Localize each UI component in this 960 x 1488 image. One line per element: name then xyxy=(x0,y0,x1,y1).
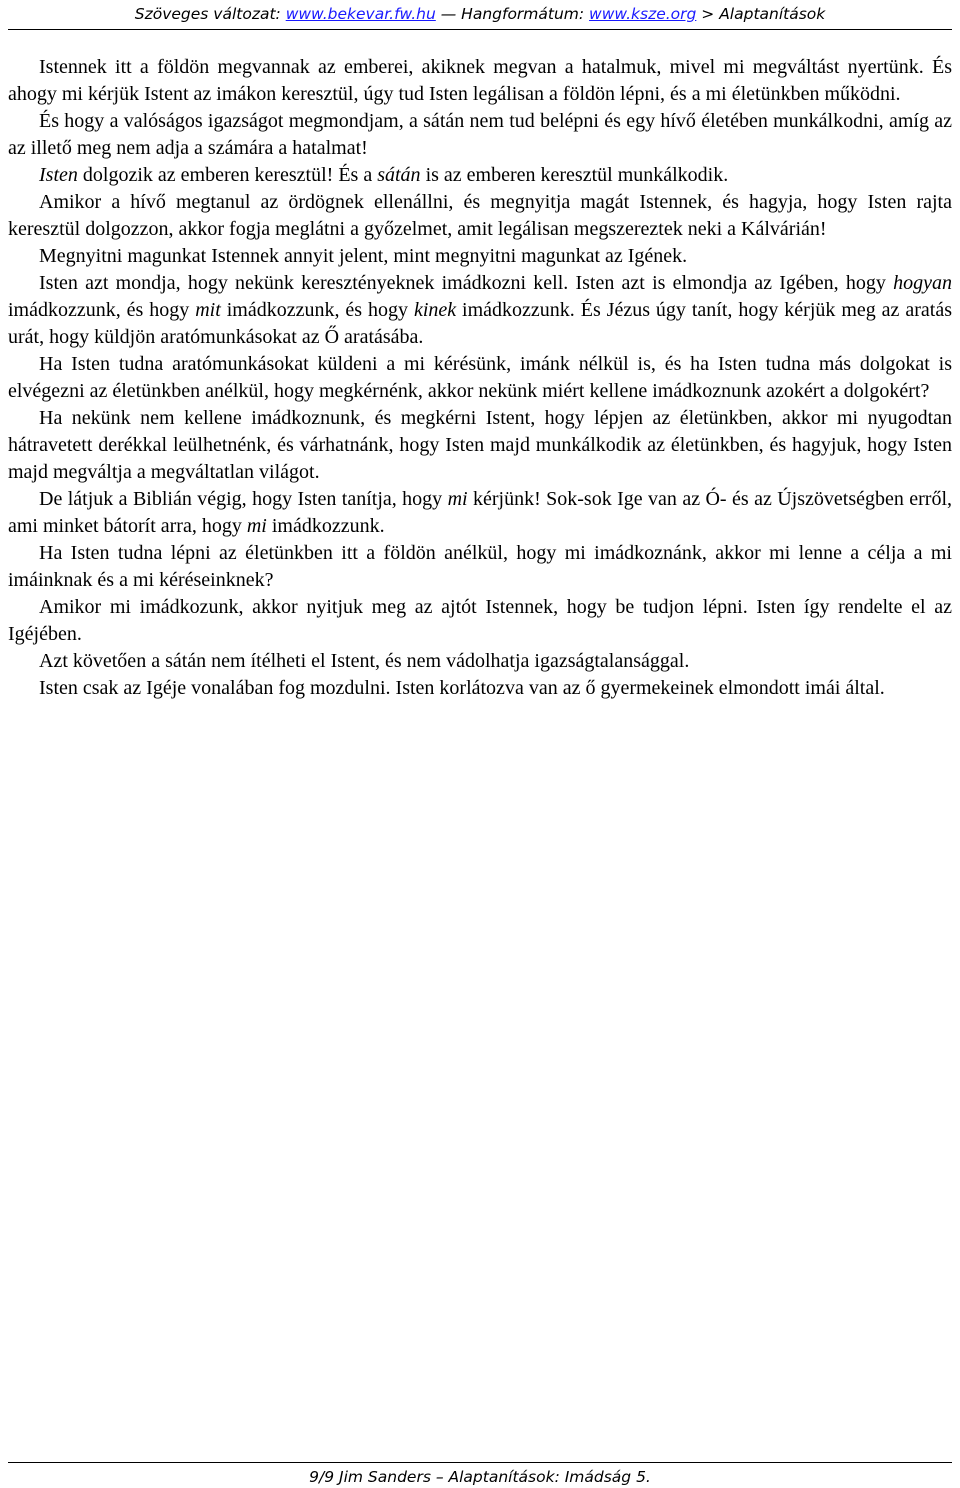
paragraph-text: Ha Isten tudna lépni az életünkben itt a földön anélkül, hogy mi imádkoznánk, akkor mi lenne a célja a mi imáinknak és a mi kéréseinknek? xyxy=(8,542,952,591)
paragraph-text: Amikor a hívő megtanul az ördögnek ellenállni, és megnyitja magát Istennek, és hagyja, hogy Isten rajta keresztül dolgozzon, akkor fogja meglátni a győzelmet, amit legálisan megszereztek neki a Kálvárián! xyxy=(8,191,952,240)
header-prefix: Szöveges változat: xyxy=(134,5,286,23)
paragraph xyxy=(8,243,952,270)
paragraph xyxy=(8,540,952,594)
ksze-link[interactable]: www.ksze.org xyxy=(589,5,697,23)
emphasis-text: mit xyxy=(195,299,221,321)
paragraph xyxy=(8,270,952,351)
paragraph xyxy=(8,162,952,189)
emphasis-text: mi xyxy=(447,488,468,510)
emphasis-text: kinek xyxy=(413,299,457,321)
page-footer: 9/9 Jim Sanders – Alaptanítások: Imádság 5. xyxy=(309,1468,651,1486)
emphasis-text: hogyan xyxy=(893,272,952,294)
emphasis-text: sátán xyxy=(377,164,421,186)
paragraph-text: imádkozzunk, és hogy xyxy=(220,299,414,321)
paragraph-text: imádkozzunk. És Jézus úgy tanít, hogy kérjük meg az aratás urát, hogy küldjön aratómunkásokat az Ő aratásába. xyxy=(8,299,953,348)
paragraph-text: is az emberen keresztül munkálkodik. xyxy=(420,164,729,186)
paragraph xyxy=(8,108,952,162)
document-body xyxy=(8,54,952,702)
paragraph-text: imádkozzunk, és hogy xyxy=(8,299,196,321)
paragraph-text: Ha Isten tudna aratómunkásokat küldeni a mi kérésünk, imánk nélkül is, és ha Isten tudna más dolgokat is elvégezni az életünkben anélkül, hogy megkérnénk, akkor nekünk miért kellene imádkoznunk azokért a dolgokért? xyxy=(8,353,952,402)
paragraph xyxy=(8,405,952,486)
paragraph xyxy=(8,648,952,675)
emphasis-text: Isten xyxy=(39,164,78,186)
bekevar-link[interactable]: www.bekevar.fw.hu xyxy=(285,5,436,23)
paragraph-text: Ha nekünk nem kellene imádkoznunk, és megkérni Istent, hogy lépjen az életünkben, akkor mi nyugodtan hátravetett derékkal leülhetnénk, és várhatnánk, hogy Isten majd munkálkodik az életünkben, és hagyjuk, hogy Isten majd megváltja a megváltatlan világot. xyxy=(8,407,952,483)
paragraph-text: Istennek itt a földön megvannak az emberei, akiknek megvan a hatalmuk, mivel mi megváltást nyertünk. És ahogy mi kérjük Istent az imákon keresztül, úgy tud Isten legálisan a földön lépni, és a mi életünkben működni. xyxy=(8,56,952,105)
header-divider xyxy=(8,29,952,30)
paragraph xyxy=(8,675,952,702)
header-suffix: > Alaptanítások xyxy=(696,5,826,23)
paragraph-text: Isten azt mondja, hogy nekünk keresztényeknek imádkozni kell. Isten azt is elmondja az Igében, hogy xyxy=(39,272,894,294)
paragraph-text: imádkozzunk. xyxy=(266,515,385,537)
paragraph-text: Azt követően a sátán nem ítélheti el Istent, és nem vádolhatja igazságtalansággal. xyxy=(39,650,690,672)
paragraph-text: Amikor mi imádkozunk, akkor nyitjuk meg az ajtót Istennek, hogy be tudjon lépni. Isten így rendelte el az Igéjében. xyxy=(8,596,952,645)
paragraph xyxy=(8,594,952,648)
paragraph xyxy=(8,189,952,243)
emphasis-text: mi xyxy=(246,515,267,537)
paragraph xyxy=(8,54,952,108)
header-middle: — Hangformátum: xyxy=(435,5,590,23)
footer-divider xyxy=(8,1462,952,1463)
paragraph-text: De látjuk a Biblián végig, hogy Isten tanítja, hogy xyxy=(39,488,448,510)
page-header xyxy=(0,4,960,24)
paragraph xyxy=(8,486,952,540)
paragraph xyxy=(8,351,952,405)
paragraph-text: És hogy a valóságos igazságot megmondjam, a sátán nem tud belépni és egy hívő életében munkálkodni, amíg az az illető meg nem adja a számára a hatalmat! xyxy=(8,110,952,159)
paragraph-text: Isten csak az Igéje vonalában fog mozdulni. Isten korlátozva van az ő gyermekeinek elmondott imái által. xyxy=(39,677,885,699)
paragraph-text: dolgozik az emberen keresztül! És a xyxy=(77,164,378,186)
paragraph-text: kérjünk! Sok-sok Ige van az Ó- és az Újszövetségben erről, ami minket bátorít arra, hogy xyxy=(8,488,953,537)
paragraph-text: Megnyitni magunkat Istennek annyit jelent, mint megnyitni magunkat az Igének. xyxy=(39,245,688,267)
